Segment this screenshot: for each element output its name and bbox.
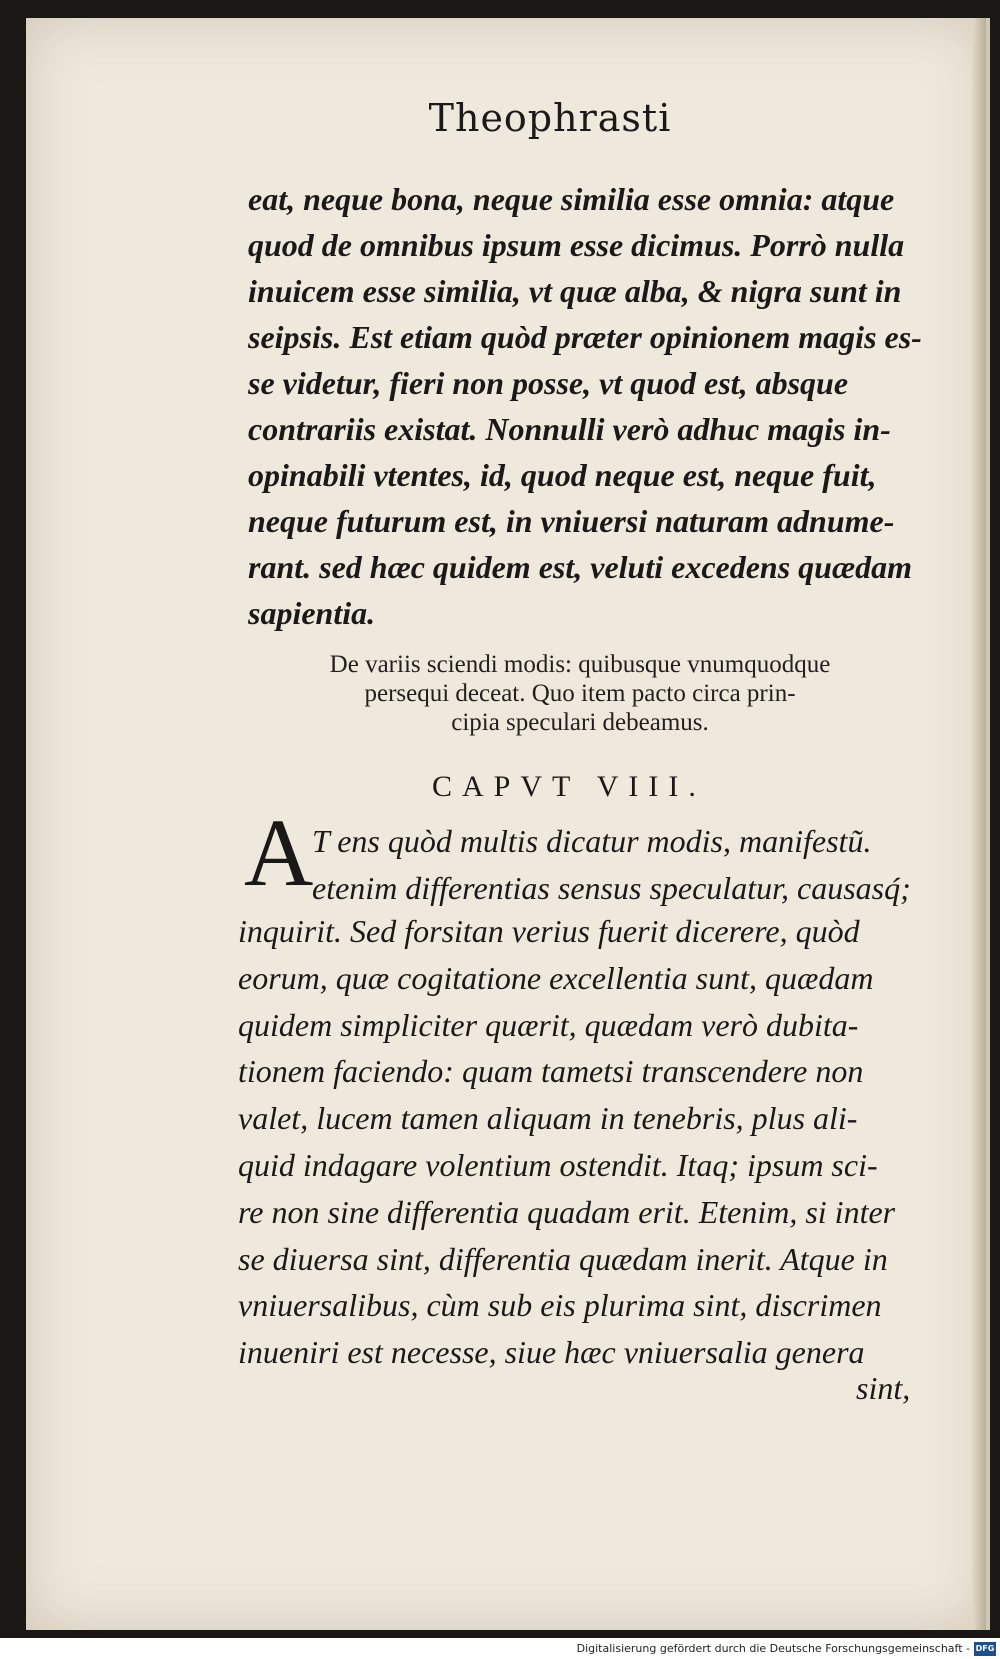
text-line: seipsis. Est etiam quòd præter opinionem magis es- [248, 319, 922, 355]
chapter-summary [260, 650, 900, 737]
text-line: quidem simpliciter quærit, quædam verò dubita- [238, 1006, 859, 1043]
running-head: Theophrasti [428, 96, 672, 140]
drop-cap: A [244, 799, 314, 906]
text-line: inquirit. Sed forsitan verius fuerit dicerere, quòd [238, 913, 860, 949]
footer-bar [0, 1638, 1000, 1659]
text-line: contrariis existat. Nonnulli verò adhuc magis in- [248, 411, 891, 447]
text-line: sapientia. [248, 595, 376, 631]
catchword: sint, [856, 1370, 911, 1406]
chapter-first-lines [312, 818, 911, 912]
dfg-logo-icon: DFG [974, 1642, 996, 1656]
text-line: rant. sed hæc quidem est, veluti excedens quædam [248, 549, 912, 585]
text-line: eat, neque bona, neque similia esse omnia: atque [248, 181, 895, 217]
chapter-body [238, 908, 895, 1376]
text-line: neque futurum est, in vniuersi naturam adnume- [248, 503, 895, 539]
footer-credit: Digitalisierung gefördert durch die Deutsche Forschungsgemeinschaft - [576, 1642, 970, 1655]
text-line: opinabili vtentes, id, quod neque est, neque fuit, [248, 457, 877, 493]
text-line: eorum, quæ cogitatione excellentia sunt, quædam [238, 959, 874, 996]
chapter-heading: CAPVT VIII. [432, 770, 706, 803]
text-line: etenim differentias sensus speculatur, causasq́; [312, 869, 911, 906]
text-line: inuicem esse similia, vt quæ alba, & nigra sunt in [248, 273, 902, 309]
summary-line: De variis sciendi modis: quibusque vnumquodque [329, 651, 831, 678]
paragraph-1 [248, 176, 922, 636]
summary-line: cipia speculari debeamus. [451, 709, 709, 736]
text-line: re non sine differentia quadam erit. Etenim, si inter [238, 1193, 896, 1230]
text-line: valet, lucem tamen aliquam in tenebris, plus ali- [238, 1100, 858, 1137]
text-line: vniuersalibus, cùm sub eis plurima sint, discrimen [238, 1287, 882, 1324]
summary-line: persequi deceat. Quo item pacto circa prin- [364, 680, 796, 707]
text-line: se videtur, fieri non posse, vt quod est, absque [248, 365, 849, 401]
text-line: tionem faciendo: quam tametsi transcendere non [238, 1053, 864, 1090]
text-line: T ens quòd multis dicatur modis, manifestũ. [312, 823, 872, 859]
text-line: quid indagare volentium ostendit. Itaq; ipsum sci- [238, 1146, 878, 1183]
page-edge [972, 18, 986, 1630]
text-line: inueniri est necesse, siue hæc vniuersalia genera [238, 1334, 865, 1371]
text-line: se diuersa sint, differentia quædam inerit. Atque in [238, 1240, 888, 1277]
text-line: quod de omnibus ipsum esse dicimus. Porrò nulla [248, 227, 905, 263]
